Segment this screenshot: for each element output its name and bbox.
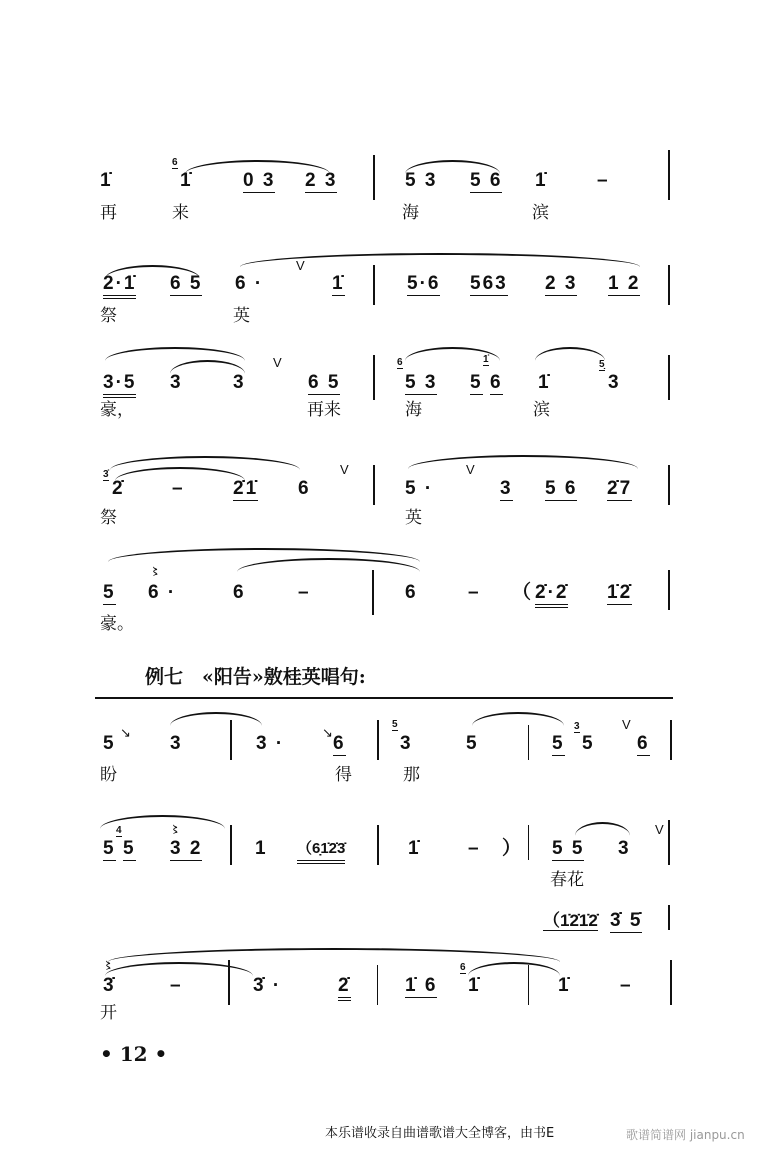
note: 2̇ [112,478,125,499]
barline [668,150,670,200]
barline [528,725,529,760]
lyric: 再 [100,203,117,223]
lyric: 海 [402,203,419,223]
lyric: 海 [405,400,422,420]
note: （6̣1̇2̇3̇ [297,838,345,864]
breath-mark: V [466,462,475,477]
slur [472,712,564,726]
note: 5 [103,582,116,603]
barline [373,355,375,400]
lyric: 英 [233,306,250,326]
slur [535,347,605,361]
note: 3 [233,372,246,393]
note: 1 [255,838,268,859]
breath-mark: V [273,355,282,370]
paren-open: （ [512,582,534,603]
lyric: 再来 [307,400,341,420]
note: 5 5 [552,838,585,859]
note: 1̇ [180,170,193,191]
note: 1̇ [538,372,551,393]
barline [528,825,529,860]
note [543,910,598,932]
grace-note: 1̇ [483,354,489,365]
note: 3 [618,838,631,859]
barline [377,825,379,865]
note: 3 [608,372,621,393]
note: 1̇ [100,170,113,191]
note: 0 3 [243,170,276,191]
ornament-mark: 〻 [103,961,113,972]
lyric: 豪。 [100,614,134,634]
slur [170,712,262,726]
note: 5 [103,733,116,754]
breath-mark: V [655,822,664,837]
note: 1̇ [332,273,345,294]
note: 5 · [405,478,434,499]
lyric: 来 [172,203,189,223]
barline [668,820,670,865]
note: 1̇ 6 [405,975,438,996]
slur [108,948,560,962]
note: 6 · [235,273,264,294]
note: 2·1̇ [103,273,136,299]
note: 6 [233,582,246,603]
note: 5 [103,838,116,859]
slur [105,347,245,361]
note: 1̇2̇ [607,582,633,603]
grace-note: 5 [392,719,398,730]
grace-note: 5̣ [599,359,605,370]
watermark: 歌谱简谱网 jianpu.cn [626,1128,745,1142]
dash: – [170,975,183,996]
lyric: 豪， [100,400,134,420]
barline [230,825,232,865]
grace-note: 6 [172,157,178,168]
lyric: 祭 [100,306,117,326]
note: 1 2 [608,273,641,294]
note: 2̇ [338,975,351,1001]
note: 5 [123,838,136,859]
note: 5 6 [545,478,578,499]
note: 2̇·2̇ [535,582,568,608]
note: 2̇1̇ [233,478,259,499]
note: 6 [298,478,311,499]
note: 1̇ [468,975,481,996]
note: 5 [470,372,483,393]
note: 3 [400,733,413,754]
grace-note: 3 [574,721,580,732]
breath-mark: V [340,462,349,477]
note: 1̇ [408,838,421,859]
dash: – [620,975,633,996]
note: 6 · [148,582,177,603]
lyric: 得 [335,765,352,785]
slur [575,822,630,836]
barline [377,965,378,1005]
barline [670,960,672,1005]
dash: – [597,170,610,191]
slur [405,347,500,361]
note: 6 [637,733,650,754]
note: 5 [582,733,595,754]
note: 1̇ [558,975,571,996]
note: 3 · [256,733,285,754]
barline [373,465,375,505]
slur [105,962,253,976]
footer-text: 本乐谱收录自曲谱歌谱大全博客，由书E [325,1126,555,1141]
grace-note: 3̇ [103,469,109,480]
slur [405,160,500,174]
lyric: 开 [100,1003,117,1023]
dash: – [298,582,311,603]
barline [373,265,375,305]
barline [668,905,670,930]
dash: – [468,838,481,859]
note: 2 3 [545,273,578,294]
note: 5 3 [405,170,438,191]
note: 3·5 [103,372,136,398]
note: 3 2 [170,838,203,859]
barline [668,265,670,305]
note: 2̇7 [607,478,633,499]
paren-close: ） [502,838,524,859]
grace-note: 4 [116,825,122,836]
note: 6 [490,372,503,393]
note: 3̇ 5̇ [610,910,643,931]
note: 5·6 [407,273,441,294]
slur [170,360,245,374]
note-group: （1̇2̇1̇2̇ [543,911,598,930]
barline [377,720,379,760]
note: 2 3 [305,170,338,191]
barline [668,355,670,400]
ornament-mark: 〻 [150,567,160,578]
slur [100,815,225,829]
lyric: 那 [403,765,420,785]
note: 6 [333,733,346,754]
barline [670,720,672,760]
note: 5 [552,733,565,754]
note: 3 [170,372,183,393]
barline [230,720,232,760]
lyric: 英 [405,508,422,528]
lyric: 滨 [533,400,550,420]
note: 5 6 [470,170,503,191]
slur [185,160,330,174]
note: 3 [500,478,513,499]
note: 563 [470,273,508,294]
arrow-icon: ↘ [120,725,131,740]
note: 5 3 [405,372,438,393]
arrow-icon: ↘ [322,725,333,740]
breath-mark: V [296,258,305,273]
slur [468,962,560,976]
slur-line [95,697,673,699]
barline [372,570,374,615]
note: 5 [466,733,479,754]
barline [668,465,670,505]
note: 3 [170,733,183,754]
ornament-mark: 〻 [170,825,180,836]
barline [668,570,670,610]
note: 6 [405,582,418,603]
slur [408,455,638,469]
note: 6 5 [308,372,341,393]
note: 3̇ [103,975,116,996]
dash: – [172,478,185,499]
section-title: 例七 «阳告»敫桂英唱句: [145,666,366,688]
note: 3̇ · [253,975,282,996]
page-number: • 12 • [100,1042,168,1066]
slur [240,253,640,267]
slur [105,265,200,279]
lyric: 滨 [532,203,549,223]
note: 1̇ [535,170,548,191]
grace-note: 6 [397,357,403,368]
note: 6 5 [170,273,203,294]
breath-mark: V [622,717,631,732]
lyric: 祭 [100,508,117,528]
lyric: 春花 [550,870,584,890]
barline [373,155,375,200]
dash: – [468,582,481,603]
lyric: 盼 [100,765,117,785]
grace-note: 6 [460,962,466,973]
